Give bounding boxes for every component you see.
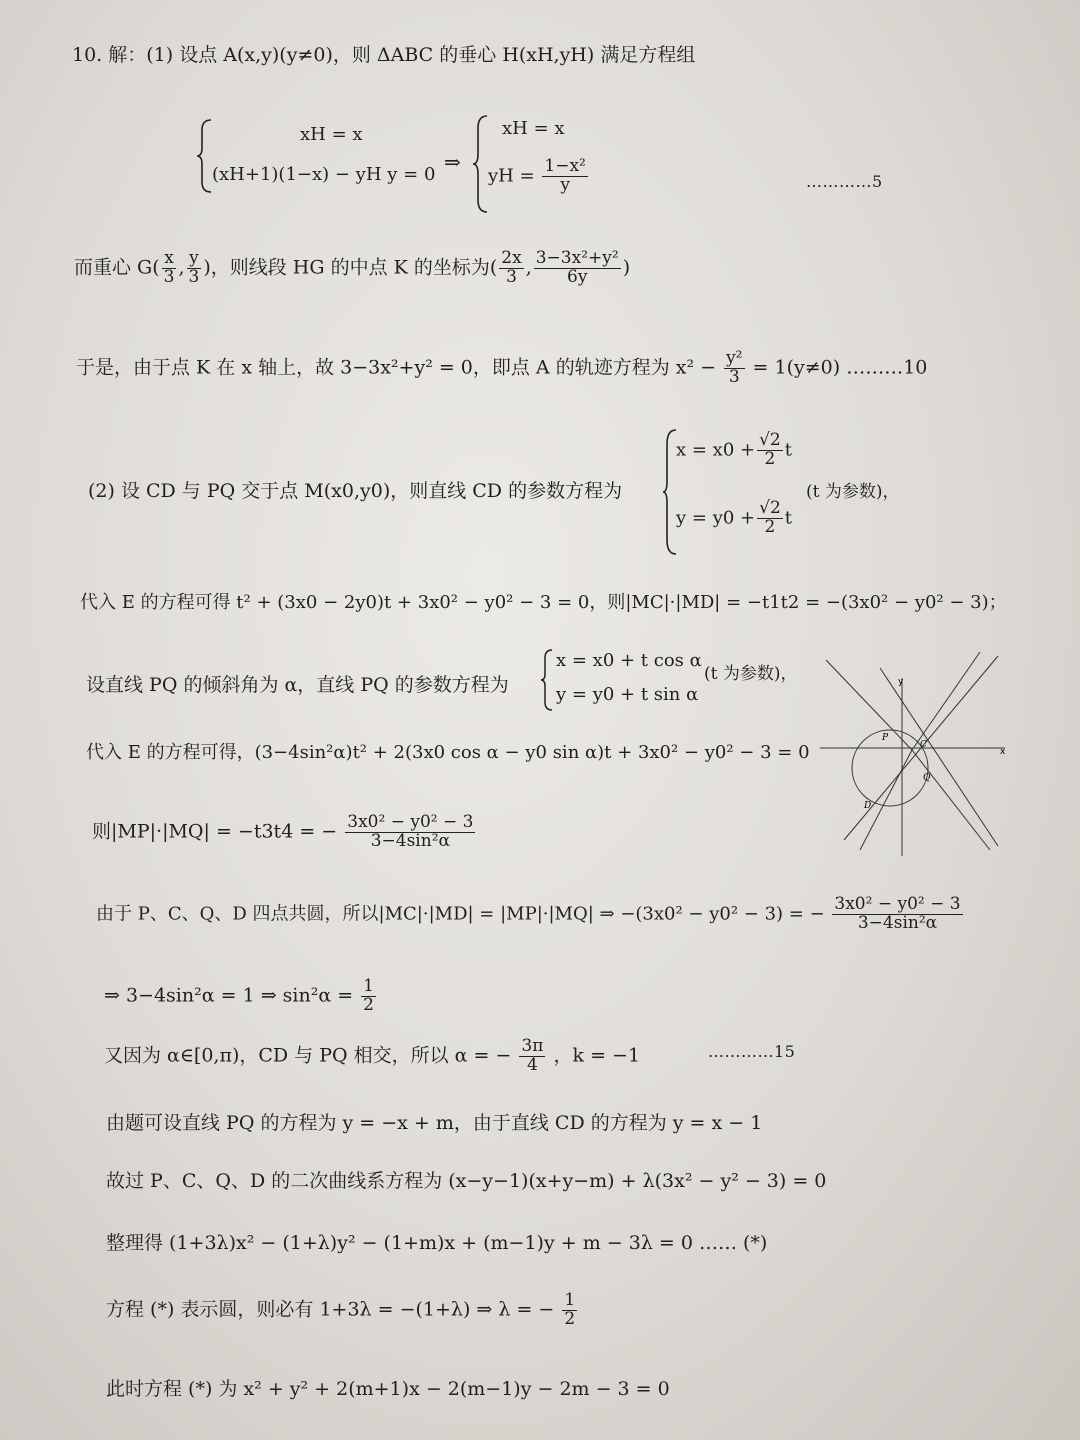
system1-left-eq-b: (xH+1)(1−x) − yH y = 0 xyxy=(212,164,436,185)
frac xyxy=(534,250,621,287)
frac-den: y xyxy=(560,174,570,195)
text: 又因为 α∈[0,π)，CD 与 PQ 相交，所以 α = − xyxy=(104,1044,512,1067)
implies-arrow: ⇒ xyxy=(444,150,461,174)
point-c-label: C xyxy=(920,740,927,750)
cd-param-y xyxy=(676,500,792,537)
left-brace-4 xyxy=(540,648,554,712)
frac xyxy=(162,250,177,287)
frac-den: 2 xyxy=(564,1308,576,1329)
cd-param-x xyxy=(676,432,792,469)
score-marker-15: …………15 xyxy=(708,1042,796,1061)
frac-den: 3 xyxy=(163,266,175,287)
frac-den: 3 xyxy=(188,266,200,287)
frac-den: 2 xyxy=(764,448,776,469)
line-pq xyxy=(880,668,998,846)
frac xyxy=(757,500,783,537)
frac-num: 1−x² xyxy=(544,156,586,176)
system1-left-eq-a: xH = x xyxy=(300,124,363,145)
text: x = x0 + xyxy=(676,439,756,461)
solution-header: 10. 解：(1) 设点 A(x,y)(y≠0)，则 ΔABC 的垂心 H(xH,yH) 满足方程组 xyxy=(72,44,696,66)
conic-family-line: 故过 P、C、Q、D 的二次曲线系方程为 (x−y−1)(x+y−m) + λ(3x² − y² − 3) = 0 xyxy=(106,1170,827,1192)
frac-num: 1 xyxy=(363,976,374,996)
text: 由于 P、C、Q、D 四点共圆，所以|MC|·|MD| = |MP|·|MQ| ⇒ −(3x0² − y0² − 3) = − xyxy=(96,903,825,925)
frac-num: 3−3x²+y² xyxy=(535,248,619,268)
text: ，k = −1 xyxy=(553,1044,641,1067)
circle-pcqd xyxy=(852,730,928,806)
pq-param-x: x = x0 + t cos α xyxy=(556,650,702,671)
hyperbola-branch xyxy=(912,652,980,750)
frac xyxy=(757,432,783,469)
y-axis-label: y xyxy=(898,677,904,687)
system1-right-eq-a: xH = x xyxy=(502,118,565,139)
concyclic-line xyxy=(96,896,965,933)
system1-right-eq-b xyxy=(488,158,590,195)
yh-fraction xyxy=(542,158,587,195)
frac xyxy=(361,978,376,1015)
frac xyxy=(187,250,202,287)
expanded-equation-line: 整理得 (1+3λ)x² − (1+λ)y² − (1+m)x + (m−1)y + m − 3λ = 0 …… (*) xyxy=(106,1232,768,1254)
circle-condition-line xyxy=(106,1292,579,1329)
frac-num: 3π xyxy=(521,1036,544,1056)
point-p-label: P xyxy=(882,733,889,743)
text: y = y0 + xyxy=(676,507,756,529)
frac-den: 2 xyxy=(764,516,776,537)
cd-parametric-intro: (2) 设 CD 与 PQ 交于点 M(x0,y0)，则直线 CD 的参数方程为 xyxy=(88,480,623,502)
text: t xyxy=(784,439,792,461)
locus-line xyxy=(76,350,927,387)
hyperbola-branch xyxy=(912,750,990,850)
text: 方程 (*) 表示圆，则必有 1+3λ = −(1+λ) ⇒ λ = − xyxy=(106,1298,555,1321)
pq-param-y: y = y0 + t sin α xyxy=(556,684,699,705)
mc-md-line: 代入 E 的方程可得 t² + (3x0 − 2y0)t + 3x0² − y0² − 3 = 0，则|MC|·|MD| = −t1t2 = −(3x0² − y0² − 3)； xyxy=(80,592,1007,613)
frac-den: 3 xyxy=(506,266,517,287)
param-note-2: (t 为参数)， xyxy=(704,664,798,684)
frac-den: 3−4sin²α xyxy=(857,912,938,933)
frac-num: 3x0² − y0² − 3 xyxy=(347,812,474,832)
text: ⇒ 3−4sin²α = 1 ⇒ sin²α = xyxy=(104,984,354,1007)
x-axis-label: x xyxy=(1000,747,1006,757)
frac xyxy=(724,350,744,387)
frac-den: 3 xyxy=(728,366,740,387)
text: ) xyxy=(622,256,631,279)
frac-num: 3x0² − y0² − 3 xyxy=(834,894,961,914)
frac-num: y² xyxy=(726,348,743,368)
frac xyxy=(519,1038,545,1075)
frac xyxy=(832,896,962,933)
text: 于是，由于点 K 在 x 轴上，故 3−3x²+y² = 0，即点 A 的轨迹方程为 x² − xyxy=(76,356,717,379)
frac xyxy=(562,1292,577,1329)
frac-den: 6y xyxy=(567,266,588,287)
frac xyxy=(345,814,475,851)
final-equation-line: 此时方程 (*) 为 x² + y² + 2(m+1)x − 2(m−1)y − 2m − 3 = 0 xyxy=(106,1378,670,1400)
point-d-label: D xyxy=(864,801,872,811)
frac-num: 1 xyxy=(564,1290,576,1310)
frac-num: x xyxy=(164,248,174,268)
text: = 1(y≠0) ………10 xyxy=(752,356,928,379)
frac-num: 2x xyxy=(501,248,522,268)
hyperbola-branch xyxy=(860,750,912,850)
pq-line-equation: 由题可设直线 PQ 的方程为 y = −x + m，由于直线 CD 的方程为 y = x − 1 xyxy=(106,1112,763,1134)
frac-num: √2 xyxy=(759,430,781,450)
frac-num: √2 xyxy=(759,498,781,518)
frac-num: y xyxy=(189,248,199,268)
score-marker-5: …………5 xyxy=(806,172,883,191)
yh-lhs: yH = xyxy=(488,165,535,187)
text: 则|MP|·|MQ| = −t3t4 = − xyxy=(92,820,338,843)
pq-substitution-line: 代入 E 的方程可得，(3−4sin²α)t² + 2(3x0 cos α − y0 sin α)t + 3x0² − y0² − 3 = 0 xyxy=(86,742,810,763)
mp-mq-line xyxy=(92,814,477,851)
point-q-label: Q xyxy=(923,773,931,783)
sin-alpha-line xyxy=(104,978,378,1015)
alpha-value-line xyxy=(104,1038,640,1075)
frac-den: 2 xyxy=(363,994,374,1015)
frac-den: 4 xyxy=(527,1054,538,1075)
hyperbola-circle-diagram xyxy=(820,650,1010,860)
param-note-1: (t 为参数)， xyxy=(806,482,900,502)
text: t xyxy=(784,507,793,529)
text: )，则线段 HG 的中点 K 的坐标为( xyxy=(203,256,498,279)
pq-parametric-intro: 设直线 PQ 的倾斜角为 α，直线 PQ 的参数方程为 xyxy=(86,674,509,696)
frac-den: 3−4sin²α xyxy=(370,830,450,851)
text: 而重心 G( xyxy=(74,256,160,279)
frac xyxy=(499,250,523,287)
centroid-line: 而重心 G( $\frac{x}{3}$ , $\frac{y}{3}$ )，则线段 HG 的中点 K 的坐标为( $\frac{2x}{3}$ , $\frac{\text{3−3x²+y²}}{6y}$ ) xyxy=(74,248,631,287)
